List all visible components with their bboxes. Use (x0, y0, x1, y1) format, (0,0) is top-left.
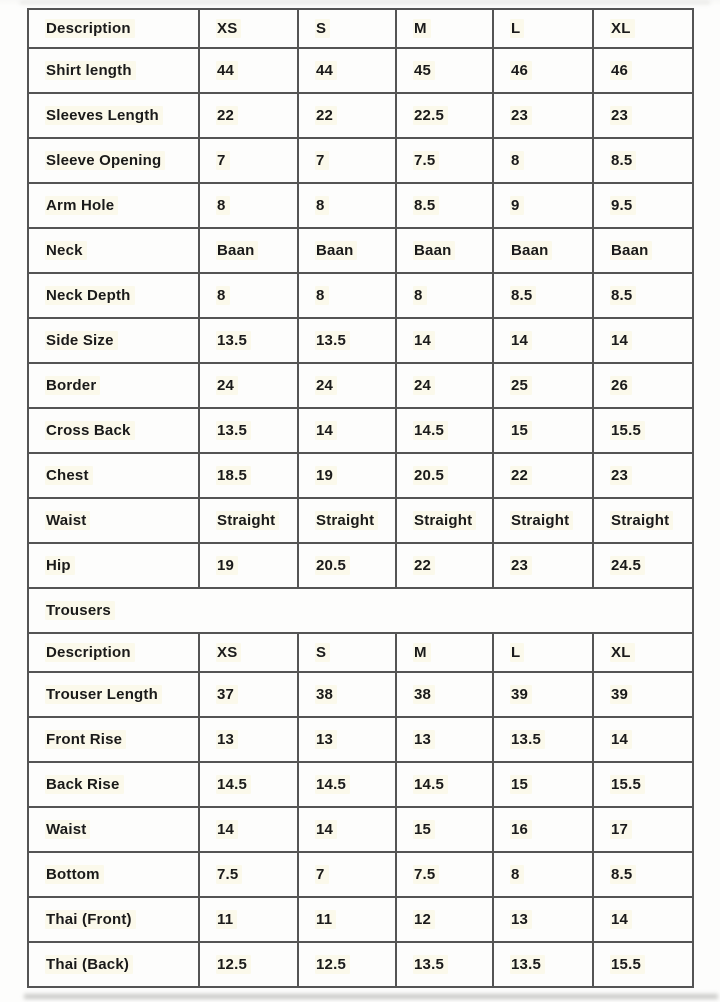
bottom-edge-shadow (24, 994, 718, 999)
table-row (29, 274, 694, 319)
value-cell (299, 499, 397, 544)
value-cell (594, 274, 694, 319)
row-label-cell (29, 94, 200, 139)
value-text: 26 (610, 376, 632, 395)
row-label-cell (29, 139, 200, 184)
value-cell (397, 319, 494, 364)
value-cell (299, 898, 397, 943)
value-cell (299, 49, 397, 94)
value-text: 24.5 (610, 556, 645, 575)
value-text: Baan (413, 241, 455, 260)
value-text: 7 (216, 151, 230, 170)
value-text: 7.5 (413, 865, 439, 884)
value-cell (299, 229, 397, 274)
row-label-cell (29, 544, 200, 589)
value-text: Baan (315, 241, 357, 260)
value-text: 8 (216, 286, 230, 305)
value-cell (397, 718, 494, 763)
value-cell (494, 364, 594, 409)
value-cell (594, 544, 694, 589)
row-label-text: Neck (45, 241, 87, 260)
value-text: 18.5 (216, 466, 251, 485)
value-cell (494, 673, 594, 718)
value-text: 14 (610, 331, 632, 350)
value-text: 13.5 (413, 955, 448, 974)
table-row (29, 409, 694, 454)
value-text: 46 (610, 61, 632, 80)
value-cell (299, 364, 397, 409)
value-cell (200, 898, 299, 943)
value-cell (594, 853, 694, 898)
value-cell (594, 409, 694, 454)
table-row (29, 853, 694, 898)
value-cell (397, 808, 494, 853)
value-cell (397, 454, 494, 499)
value-cell (494, 853, 594, 898)
value-text: Baan (610, 241, 652, 260)
value-cell (594, 943, 694, 988)
value-text: 8.5 (610, 865, 636, 884)
value-text: 14 (216, 820, 238, 839)
value-text: 14.5 (413, 421, 448, 440)
row-label-cell (29, 229, 200, 274)
value-cell (594, 139, 694, 184)
row-label-text: Waist (45, 511, 90, 530)
value-cell (594, 319, 694, 364)
value-text: 12 (413, 910, 435, 929)
value-cell (397, 274, 494, 319)
value-text: 8.5 (610, 286, 636, 305)
row-label-text: Side Size (45, 331, 118, 350)
value-cell (494, 139, 594, 184)
value-text: 15 (510, 421, 532, 440)
row-label-cell (29, 943, 200, 988)
value-cell (494, 319, 594, 364)
column-header-text: XL (610, 643, 635, 662)
value-text: 24 (315, 376, 337, 395)
value-text: 20.5 (413, 466, 448, 485)
value-cell (200, 229, 299, 274)
value-cell (494, 49, 594, 94)
table-row (29, 454, 694, 499)
row-label-cell (29, 409, 200, 454)
value-text: 19 (216, 556, 238, 575)
value-cell (299, 544, 397, 589)
trousers-section-row (29, 589, 694, 634)
value-text: 12.5 (216, 955, 251, 974)
value-text: 11 (216, 910, 237, 929)
value-cell (200, 49, 299, 94)
value-cell (200, 763, 299, 808)
value-cell (494, 454, 594, 499)
size-chart-table-body (29, 10, 694, 988)
value-text: 13 (413, 730, 435, 749)
value-text: 13.5 (510, 955, 545, 974)
value-text: 7.5 (216, 865, 242, 884)
value-cell (200, 943, 299, 988)
row-label-text: Border (45, 376, 100, 395)
row-label-text: Back Rise (45, 775, 124, 794)
trousers-section-cell (29, 589, 694, 634)
value-text: 8.5 (610, 151, 636, 170)
value-text: 8 (315, 286, 329, 305)
value-text: 22 (413, 556, 435, 575)
value-text: 12.5 (315, 955, 350, 974)
row-label-text: Sleeves Length (45, 106, 163, 125)
value-text: 22.5 (413, 106, 448, 125)
shirt-header-row (29, 10, 694, 49)
row-label-text: Thai (Back) (45, 955, 133, 974)
value-text: 14 (510, 331, 532, 350)
column-header-cell (594, 10, 694, 49)
column-header-cell (397, 634, 494, 673)
value-cell (397, 364, 494, 409)
column-header-cell (29, 634, 200, 673)
row-label-text: Front Rise (45, 730, 126, 749)
value-text: 45 (413, 61, 435, 80)
value-text: 7.5 (413, 151, 439, 170)
value-cell (397, 409, 494, 454)
value-cell (200, 139, 299, 184)
value-cell (299, 718, 397, 763)
value-text: 19 (315, 466, 337, 485)
value-cell (397, 229, 494, 274)
value-cell (594, 94, 694, 139)
column-header-cell (299, 10, 397, 49)
table-row (29, 319, 694, 364)
value-text: 14 (315, 820, 337, 839)
value-cell (299, 139, 397, 184)
column-header-text: XL (610, 19, 635, 38)
value-text: 23 (510, 556, 532, 575)
table-row (29, 943, 694, 988)
row-label-text: Chest (45, 466, 93, 485)
column-header-cell (397, 10, 494, 49)
table-row (29, 364, 694, 409)
column-header-cell (594, 634, 694, 673)
value-text: 46 (510, 61, 532, 80)
value-text: Baan (216, 241, 258, 260)
value-cell (397, 898, 494, 943)
value-text: 14.5 (216, 775, 251, 794)
value-text: 14.5 (413, 775, 448, 794)
value-text: 11 (315, 910, 336, 929)
value-text: 15 (510, 775, 532, 794)
column-header-text: L (510, 19, 524, 38)
value-cell (494, 499, 594, 544)
value-cell (299, 319, 397, 364)
value-text: 16 (510, 820, 532, 839)
value-cell (200, 544, 299, 589)
column-header-cell (494, 10, 594, 49)
column-header-text: XS (216, 19, 241, 38)
value-text: Straight (413, 511, 476, 530)
row-label-text: Bottom (45, 865, 104, 884)
table-row (29, 49, 694, 94)
row-label-text: Arm Hole (45, 196, 118, 215)
value-text: 14 (315, 421, 337, 440)
column-header-text: Description (45, 643, 135, 662)
value-text: 9 (510, 196, 524, 215)
trousers-section-label: Trousers (45, 601, 115, 620)
value-cell (200, 853, 299, 898)
value-cell (397, 853, 494, 898)
value-cell (200, 499, 299, 544)
value-text: 8 (216, 196, 230, 215)
value-cell (397, 499, 494, 544)
row-label-text: Waist (45, 820, 90, 839)
column-header-cell (299, 634, 397, 673)
value-cell (200, 274, 299, 319)
value-cell (397, 943, 494, 988)
value-cell (594, 763, 694, 808)
value-text: 17 (610, 820, 632, 839)
table-row (29, 673, 694, 718)
value-cell (594, 898, 694, 943)
column-header-text: XS (216, 643, 241, 662)
value-text: 24 (216, 376, 238, 395)
value-cell (397, 544, 494, 589)
row-label-cell (29, 763, 200, 808)
column-header-cell (200, 10, 299, 49)
value-cell (397, 139, 494, 184)
value-text: 13.5 (216, 421, 251, 440)
table-row (29, 229, 694, 274)
column-header-text: M (413, 19, 431, 38)
trousers-header-row (29, 634, 694, 673)
row-label-cell (29, 499, 200, 544)
value-text: 15.5 (610, 955, 645, 974)
value-text: 13.5 (216, 331, 251, 350)
value-text: 8 (315, 196, 329, 215)
value-text: 15 (413, 820, 435, 839)
row-label-text: Sleeve Opening (45, 151, 165, 170)
table-row (29, 898, 694, 943)
row-label-text: Trouser Length (45, 685, 162, 704)
value-cell (594, 364, 694, 409)
row-label-cell (29, 808, 200, 853)
value-text: 25 (510, 376, 532, 395)
row-label-cell (29, 454, 200, 499)
value-cell (397, 94, 494, 139)
column-header-text: Description (45, 19, 135, 38)
table-row (29, 718, 694, 763)
column-header-text: L (510, 643, 524, 662)
value-text: 22 (216, 106, 238, 125)
value-cell (200, 454, 299, 499)
value-cell (200, 718, 299, 763)
value-text: 44 (216, 61, 238, 80)
value-text: 38 (413, 685, 435, 704)
value-cell (200, 673, 299, 718)
value-text: 13 (510, 910, 532, 929)
value-text: Straight (610, 511, 673, 530)
row-label-cell (29, 184, 200, 229)
value-cell (494, 943, 594, 988)
row-label-cell (29, 853, 200, 898)
value-cell (594, 184, 694, 229)
table-row (29, 499, 694, 544)
value-text: 8 (510, 151, 524, 170)
value-cell (299, 943, 397, 988)
row-label-text: Neck Depth (45, 286, 135, 305)
value-text: 23 (610, 106, 632, 125)
value-text: 23 (510, 106, 532, 125)
value-cell (494, 718, 594, 763)
value-text: Baan (510, 241, 552, 260)
value-cell (494, 409, 594, 454)
value-cell (299, 274, 397, 319)
value-cell (397, 49, 494, 94)
row-label-cell (29, 364, 200, 409)
size-chart-table (27, 8, 694, 988)
value-text: 23 (610, 466, 632, 485)
value-text: 15.5 (610, 421, 645, 440)
top-edge-shadow (20, 1, 710, 4)
table-row (29, 139, 694, 184)
value-cell (200, 319, 299, 364)
value-text: 20.5 (315, 556, 350, 575)
value-text: 8 (510, 865, 524, 884)
row-label-text: Thai (Front) (45, 910, 136, 929)
value-cell (494, 763, 594, 808)
value-cell (494, 229, 594, 274)
value-cell (299, 853, 397, 898)
column-header-text: S (315, 19, 330, 38)
value-text: 44 (315, 61, 337, 80)
value-text: 15.5 (610, 775, 645, 794)
value-text: 13.5 (510, 730, 545, 749)
value-cell (299, 454, 397, 499)
table-row (29, 184, 694, 229)
value-cell (200, 364, 299, 409)
value-text: 7 (315, 865, 329, 884)
value-cell (594, 499, 694, 544)
value-text: 8.5 (510, 286, 536, 305)
value-text: 8 (413, 286, 427, 305)
row-label-cell (29, 49, 200, 94)
column-header-cell (494, 634, 594, 673)
value-cell (494, 898, 594, 943)
table-row (29, 763, 694, 808)
value-cell (594, 718, 694, 763)
row-label-cell (29, 319, 200, 364)
value-text: 13.5 (315, 331, 350, 350)
value-cell (200, 94, 299, 139)
value-text: 38 (315, 685, 337, 704)
value-text: Straight (510, 511, 573, 530)
value-text: 22 (315, 106, 337, 125)
table-row (29, 94, 694, 139)
value-text: 13 (315, 730, 337, 749)
value-cell (200, 184, 299, 229)
value-cell (594, 808, 694, 853)
value-cell (200, 409, 299, 454)
table-row (29, 808, 694, 853)
value-cell (397, 184, 494, 229)
value-text: 14.5 (315, 775, 350, 794)
value-cell (494, 274, 594, 319)
value-cell (594, 454, 694, 499)
value-text: 39 (510, 685, 532, 704)
value-cell (299, 94, 397, 139)
value-cell (397, 673, 494, 718)
value-text: 14 (413, 331, 435, 350)
value-text: 24 (413, 376, 435, 395)
value-text: 9.5 (610, 196, 636, 215)
value-text: 7 (315, 151, 329, 170)
row-label-text: Hip (45, 556, 75, 575)
value-cell (494, 94, 594, 139)
table-row (29, 544, 694, 589)
value-text: 39 (610, 685, 632, 704)
value-cell (494, 808, 594, 853)
value-cell (594, 673, 694, 718)
value-cell (594, 49, 694, 94)
value-cell (299, 808, 397, 853)
row-label-cell (29, 673, 200, 718)
value-cell (494, 184, 594, 229)
value-cell (397, 763, 494, 808)
column-header-cell (29, 10, 200, 49)
value-cell (299, 409, 397, 454)
value-cell (299, 184, 397, 229)
value-cell (594, 229, 694, 274)
column-header-cell (200, 634, 299, 673)
value-text: Straight (315, 511, 378, 530)
value-text: Straight (216, 511, 279, 530)
value-text: 8.5 (413, 196, 439, 215)
row-label-cell (29, 718, 200, 763)
row-label-text: Cross Back (45, 421, 135, 440)
value-text: 22 (510, 466, 532, 485)
value-cell (494, 544, 594, 589)
row-label-text: Shirt length (45, 61, 136, 80)
value-text: 14 (610, 730, 632, 749)
value-text: 14 (610, 910, 632, 929)
value-cell (299, 673, 397, 718)
value-cell (299, 763, 397, 808)
row-label-cell (29, 274, 200, 319)
column-header-text: S (315, 643, 330, 662)
row-label-cell (29, 898, 200, 943)
value-cell (200, 808, 299, 853)
value-text: 37 (216, 685, 238, 704)
value-text: 13 (216, 730, 238, 749)
column-header-text: M (413, 643, 431, 662)
